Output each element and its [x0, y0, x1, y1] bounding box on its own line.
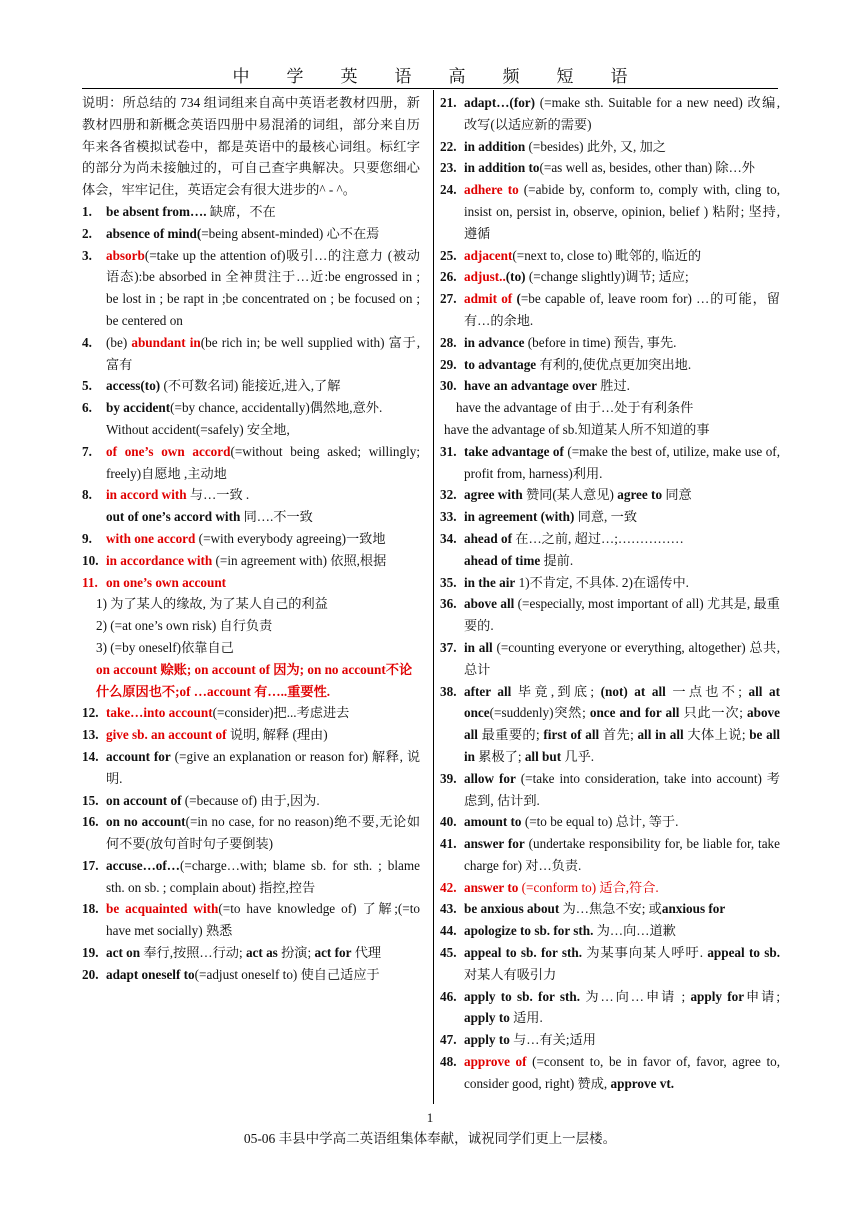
entry-number: 16. [82, 814, 99, 830]
entry-44 [440, 920, 780, 942]
entry-20 [82, 964, 420, 986]
entry-11 [82, 572, 420, 594]
entry-number: 2. [82, 225, 92, 241]
entry-number: 1. [82, 203, 92, 219]
entry-14 [82, 746, 420, 790]
entry-definition: (=as well as, besides, other than) 除…外 [539, 160, 755, 176]
entry-definition: 同意, 一致 [574, 509, 638, 525]
entry-definition: (=in no case, for no reason)绝不要,无论如何不要(放句首时句子要倒装) [106, 814, 421, 852]
entry-definition: (be rich in; be well supplied with) 富于,富有 [106, 334, 420, 372]
entry-number: 18. [82, 901, 99, 917]
entry-number: 34. [440, 530, 457, 546]
entry-18 [82, 898, 420, 942]
entry-definition-4: 只此一次; [679, 705, 748, 721]
entry-number: 10. [82, 552, 99, 568]
entry-definition-2: 对某人有吸引力 [464, 966, 557, 982]
entry-number: 33. [440, 509, 457, 525]
entry-phrase-2: approve vt. [610, 1075, 675, 1091]
entry-phrase: adjust.. [464, 269, 506, 285]
entry-42 [440, 877, 780, 899]
entry-3 [82, 245, 420, 332]
entry-31 [440, 441, 780, 485]
entry-phrase: in addition to [464, 160, 540, 176]
entry-number: 29. [440, 356, 457, 372]
entry-definition: 为…向…申请 ; [580, 988, 691, 1004]
entry-phrase: absorb [106, 247, 145, 263]
entry-phrase: access(to) [106, 378, 161, 394]
entry-38 [440, 681, 780, 768]
entry-number: 27. [440, 291, 457, 307]
entry-phrase-8: be all in [464, 727, 781, 764]
entry-phrase: answer to [464, 879, 519, 895]
entry-phrase: give sb. an account of [106, 727, 227, 743]
entry-number: 8. [82, 487, 92, 503]
entry-phrase: take…into account [106, 705, 213, 721]
entry-definition: (=counting everyone or everything, altogether) 总共, 总计 [464, 639, 780, 677]
entry-number: 4. [82, 334, 92, 350]
entry-definition-9: 几乎. [561, 748, 595, 764]
entry-phrase-2: (not) at all [600, 683, 666, 699]
entry-19 [82, 942, 420, 964]
entry-number: 13. [82, 727, 99, 743]
entry-phrase: on account of [106, 792, 182, 808]
entry-1 [82, 201, 420, 223]
entry-number: 41. [440, 836, 457, 852]
entry-13 [82, 724, 420, 746]
page-footer: 05-06 丰县中学高二英语组集体奉献，诚祝同学们更上一层楼。 [243, 1131, 617, 1146]
entry-2 [82, 223, 420, 245]
entry-definition: (=especially, most important of all) 尤其是, 最重要的. [464, 596, 780, 634]
entry-number: 6. [82, 400, 92, 416]
entry-number: 45. [440, 945, 457, 961]
entry-40 [440, 811, 780, 833]
entry-definition-8: 累极了; [475, 748, 525, 764]
entry-phrase: be absent from…. [106, 203, 207, 219]
entry-12 [82, 702, 420, 724]
entry-phrase: above all [464, 596, 515, 612]
entry-phrase: act on [106, 945, 141, 961]
entry-definition: (=consent to, be in favor of, favor, agree to, consider good, right) 赞成, [464, 1054, 780, 1091]
entry-definition: (=abide by, conform to, comply with, cling to, insist on, persist in, observe, opinion, belief ) 粘附; 坚持, 遵循 [464, 182, 780, 241]
entry-phrase: approve of [464, 1054, 527, 1070]
entry-definition-6: 首先; [599, 727, 638, 743]
entry-definition-5: 最重要的; [477, 727, 544, 743]
entry-phrase-2: anxious for [661, 901, 726, 917]
entry-definition: (=charge…with; blame sb. for sth. ; blame sth. on sb. ; complain about) 指控,控告 [106, 857, 420, 895]
entry-8 [82, 484, 420, 528]
entry-number: 43. [440, 901, 457, 917]
entry-phrase-suffix: (to) [505, 269, 526, 285]
entry-phrase-3: apply to [464, 1010, 510, 1026]
page-header-title: 中学英语高频短语 [232, 67, 665, 86]
entry-definition-2: 申请; [744, 988, 780, 1004]
entry-definition: (=besides) 此外, 又, 加之 [525, 138, 666, 154]
entry-23 [440, 157, 780, 179]
entry-definition-3: 代理 [351, 945, 382, 961]
entry-definition: (=by chance, accidentally)偶然地,意外. [170, 400, 383, 416]
entry-definition: (=in agreement with) 依照,根据 [212, 552, 387, 568]
entry-subphrase: out of one’s accord with [106, 509, 241, 525]
page-number: 1 [426, 1110, 434, 1125]
entry-phrase: on no account [106, 814, 186, 830]
entry-21 [440, 92, 780, 136]
entry-definition: 与…有关;适用 [509, 1032, 596, 1048]
entry-number: 22. [440, 138, 457, 154]
entry-phrase: on one’s own account [106, 574, 227, 590]
entry-phrase: apply to sb. for sth. [464, 988, 581, 1004]
entry-phrase: in accordance with [106, 552, 213, 568]
entry-phrase: by accident [106, 400, 171, 416]
entry-11-sense-1: 1) 为了某人的缘故, 为了某人自己的利益 [96, 596, 328, 612]
entry-26 [440, 266, 780, 288]
entry-number: 26. [440, 269, 457, 285]
entry-number: 12. [82, 705, 99, 721]
entry-15 [82, 790, 420, 812]
column-divider [433, 90, 434, 1104]
entry-phrase-2: appeal to sb. [707, 945, 781, 961]
entry-4 [82, 332, 420, 376]
entry-definition: 在…之前, 超过…;…………… [512, 530, 684, 546]
entry-10 [82, 550, 420, 572]
entry-definition: (=consider)把...考虑进去 [212, 705, 350, 721]
entry-definition: (=because of) 由于,因为. [181, 792, 320, 808]
entry-phrase: be anxious about [464, 901, 560, 917]
entry-number: 23. [440, 160, 457, 176]
entry-number: 19. [82, 945, 99, 961]
entry-5 [82, 375, 420, 397]
entry-phrase-4: once and for all [589, 705, 680, 721]
entry-phrase: adapt oneself to [106, 966, 195, 982]
entry-definition: 奉行,按照…行动; [140, 945, 246, 961]
entry-definition-3: (=suddenly)突然; [489, 705, 590, 721]
entry-number: 38. [440, 683, 457, 699]
entry-43 [440, 898, 780, 920]
entry-definition: (=without being asked; willingly; freely)自愿地 ,主动地 [106, 443, 420, 481]
entry-number: 46. [440, 988, 457, 1004]
header-rule [82, 88, 778, 89]
entry-definition: 1)不肯定, 不具体. 2)在谣传中. [515, 574, 689, 590]
entry-subline: Without accident(=safely) 安全地, [106, 421, 290, 437]
entry-definition-2: 同意 [662, 487, 692, 503]
entry-number: 17. [82, 857, 99, 873]
entry-48 [440, 1051, 780, 1095]
entry-number: 9. [82, 530, 92, 546]
entry-32 [440, 484, 780, 506]
entry-phrase: adjacent [464, 247, 513, 263]
entry-number: 21. [440, 95, 457, 110]
entry-phrase: answer for [464, 836, 525, 852]
entry-phrase: adapt…(for) [464, 95, 536, 110]
entry-phrase-9: all but [524, 748, 562, 764]
entry-phrase-5: above all [464, 705, 780, 743]
entry-25 [440, 245, 780, 267]
entry-22 [440, 136, 780, 158]
entry-definition: =be capable of, leave room for) …的可能，留有…的余地. [464, 291, 780, 328]
entry-29 [440, 354, 780, 376]
entry-24 [440, 179, 780, 244]
entry-number: 32. [440, 487, 457, 503]
entry-number: 35. [440, 574, 457, 590]
entry-definition: 赞同(某人意见) [522, 487, 618, 503]
entry-definition: 说明, 解释 (理由) [226, 727, 328, 743]
entry-phrase: apply to [464, 1032, 510, 1048]
entry-definition: (undertake responsibility for, be liable for, take charge for) 对…负责. [464, 836, 780, 873]
entry-phrase-2: act as [245, 945, 278, 961]
entry-definition: 为…焦急不安; 或 [559, 901, 662, 917]
entry-45 [440, 942, 780, 986]
entry-number: 36. [440, 596, 457, 612]
entry-phrase: account for [106, 748, 171, 764]
entry-phrase: have an advantage over [464, 378, 597, 394]
entry-definition: (=make sth. Suitable for a new need) 改编, 改写(以适应新的需要) [464, 95, 780, 132]
entry-phrase: amount to [464, 814, 522, 830]
entry-34 [440, 528, 780, 572]
entry-phrase: be acquainted with [106, 901, 219, 917]
entry-number: 28. [440, 334, 457, 350]
entry-phrase: in addition [464, 138, 526, 154]
entry-number: 42. [440, 879, 457, 895]
entry-definition-7: 大体上说; [683, 727, 750, 743]
entry-definition: 为某事向某人呼吁. [582, 945, 708, 961]
entry-phrase-3: all at once [464, 683, 780, 721]
entry-definition: (=make the best of, utilize, make use of, profit from, harness)利用. [464, 443, 780, 481]
entry-phrase: to advantage [464, 356, 537, 372]
entry-prefix: (be) [106, 334, 132, 350]
entry-11-related: on account 赊账; on account of 因为; on no account不论什么原因也不;of …account 有…..重要性. [96, 661, 413, 699]
entry-number: 24. [440, 182, 457, 198]
entry-9 [82, 528, 420, 550]
intro-paragraph: 说明：所总结的 734 组词组来自高中英语老教材四册，新教材四册和新概念英语四册中易混淆的词组，部分来自历年来各省模拟试卷中，都是英语中的最核心词组。标红字的部分为尚未接触过的，可自己查字典解决。只要您细心体会，牢牢记住，英语定会有很大进步的^ - ^。 [82, 95, 420, 198]
entry-number: 31. [440, 443, 457, 459]
entry-number: 37. [440, 639, 457, 655]
entry-definition: (=with everybody agreeing)一致地 [195, 530, 386, 546]
entry-46 [440, 986, 780, 1030]
entry-11-sense-3: 3) (=by oneself)依靠自己 [96, 639, 234, 655]
entry-phrase: accuse…of… [106, 857, 180, 873]
entry-number: 30. [440, 378, 457, 394]
entry-phrase-2: apply for [690, 988, 745, 1004]
entry-definition: (=to be equal to) 总计, 等于. [521, 814, 679, 830]
entry-definition: (before in time) 预告, 事先. [524, 334, 677, 350]
entry-definition: (=change slightly)调节; 适应; [525, 269, 689, 285]
entry-phrase: in agreement (with) [464, 509, 575, 525]
entry-number: 47. [440, 1032, 457, 1048]
entry-17 [82, 855, 420, 899]
entry-phrase: admit of [464, 291, 513, 307]
entry-phrase-6: first of all [543, 727, 600, 743]
entry-6 [82, 397, 420, 441]
right-column [440, 92, 780, 1095]
entry-33 [440, 506, 780, 528]
entry-number: 20. [82, 966, 99, 982]
entry-definition: (=conform to) 适合,符合. [518, 879, 659, 895]
entry-number: 40. [440, 814, 457, 830]
entry-35 [440, 572, 780, 594]
entry-number: 25. [440, 247, 457, 263]
entry-phrase: after all [464, 683, 512, 699]
entry-phrase: in accord with [106, 487, 187, 503]
entry-definition-3: 适用. [509, 1010, 543, 1026]
entry-definition: 缺席，不在 [206, 203, 276, 219]
entry-number: 39. [440, 770, 457, 786]
entry-number: 48. [440, 1054, 457, 1070]
entry-28 [440, 332, 780, 354]
entry-41 [440, 833, 780, 877]
entry-phrase: adhere to [464, 182, 519, 198]
entry-phrase: appeal to sb. for sth. [464, 945, 583, 961]
entry-30 [440, 375, 780, 397]
entry-definition: 为…向…道歉 [593, 923, 676, 939]
entry-phrase: in advance [464, 334, 525, 350]
entry-phrase: take advantage of [464, 443, 564, 459]
entry-definition-2: 扮演; [277, 945, 315, 961]
entry-number: 15. [82, 792, 99, 808]
entry-subdefinition: 同….不一致 [240, 509, 313, 525]
entry-11-sense-2: 2) (=at one’s own risk) 自行负责 [96, 618, 273, 634]
entry-number: 44. [440, 923, 457, 939]
entry-phrase-suffix: ( [512, 291, 521, 307]
entry-number: 7. [82, 443, 92, 459]
entry-phrase: of one’s own accord [106, 443, 231, 459]
entry-definition: (=give an explanation or reason for) 解释, 说明. [106, 748, 421, 786]
entry-number: 11. [82, 574, 98, 590]
entry-phrase: with one accord [106, 530, 196, 546]
entry-phrase: in all [464, 639, 493, 655]
entry-definition: (=adjust oneself to) 使自己适应于 [194, 966, 380, 982]
entry-definition: (不可数名词) 能接近,进入,了解 [160, 378, 341, 394]
entry-definition-2: 提前. [540, 552, 574, 568]
entry-39 [440, 768, 780, 812]
entry-phrase: absence of mind( [106, 225, 202, 241]
entry-definition: 有利的,使优点更加突出地. [536, 356, 692, 372]
entry-36 [440, 593, 780, 637]
entry-phrase-3: act for [314, 945, 352, 961]
entry-number: 14. [82, 748, 99, 764]
entry-number: 3. [82, 247, 92, 263]
entry-phrase: agree with [464, 487, 523, 503]
entry-phrase-7: all in all [637, 727, 684, 743]
entry-definition: (=take into consideration, take into account) 考虑到, 估计到. [464, 770, 780, 808]
entry-phrase: allow for [464, 770, 516, 786]
entry-27 [440, 288, 780, 332]
entry-30-subline-1: have the advantage of 由于…处于有利条件 [456, 400, 694, 416]
entry-definition: 与…一致 . [186, 487, 250, 503]
entry-phrase: abundant in [131, 334, 201, 350]
entry-30-subline-2: have the advantage of sb.知道某人所不知道的事 [444, 421, 710, 437]
entry-phrase: apologize to sb. for sth. [464, 923, 594, 939]
entry-number: 5. [82, 378, 92, 394]
entry-47 [440, 1029, 780, 1051]
entry-7 [82, 441, 420, 485]
entry-definition: 毕竟,到底; [511, 683, 601, 699]
entry-phrase: ahead of [464, 530, 512, 546]
entry-definition-2: 一点也不; [665, 683, 749, 699]
entry-16 [82, 811, 420, 855]
left-column [82, 92, 420, 986]
entry-phrase-2: ahead of time [464, 552, 541, 568]
entry-37 [440, 637, 780, 681]
entry-definition: (=next to, close to) 毗邻的, 临近的 [512, 247, 702, 263]
entry-definition: (=to have knowledge of) 了解;(=to have met socially) 熟悉 [106, 901, 420, 939]
entry-definition: 胜过. [596, 378, 630, 394]
entry-phrase: in the air [464, 574, 516, 590]
entry-phrase-2: agree to [617, 487, 663, 503]
entry-definition: =being absent-minded) 心不在焉 [201, 225, 380, 241]
entry-definition: (=take up the attention of)吸引…的注意力 (被动语态):be absorbed in 全神贯注于…近:be engrossed in ; be lost in ; be rapt in ;be concentrated on ; be focused on ; be centered on [106, 247, 420, 328]
